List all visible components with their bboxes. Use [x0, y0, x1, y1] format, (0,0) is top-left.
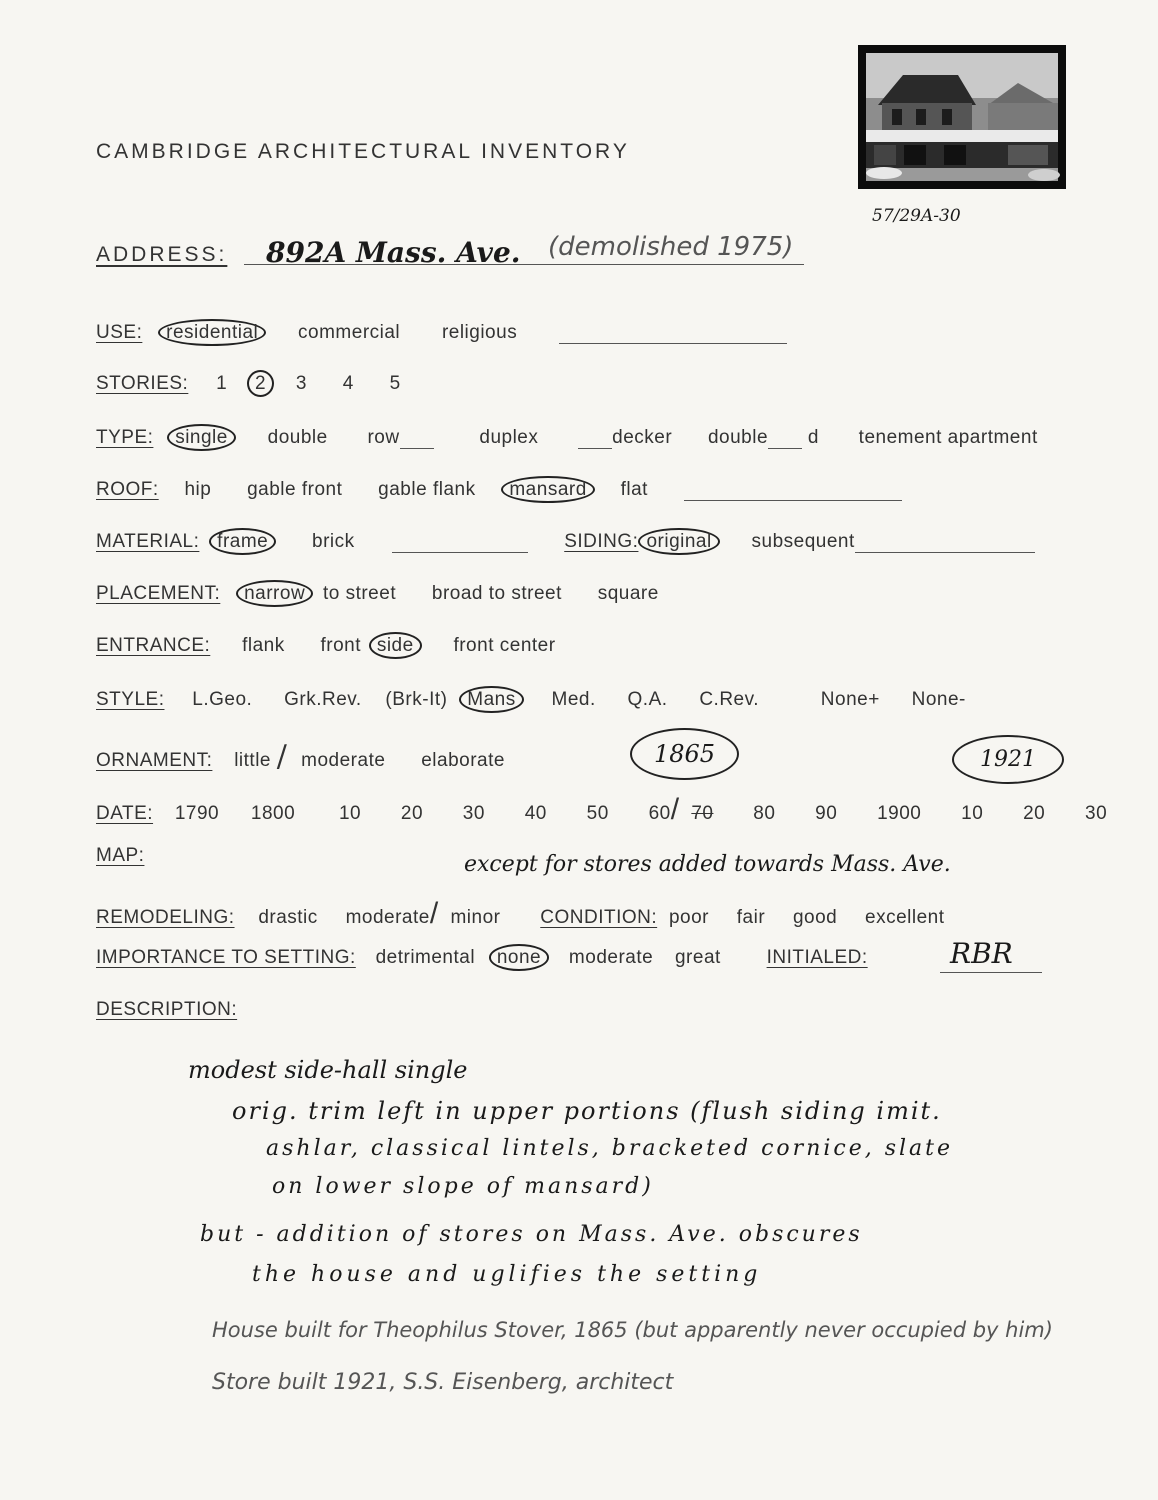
placement-option: square — [597, 583, 659, 604]
type-option: tenement apartment — [858, 427, 1038, 448]
stories-option: 4 — [342, 373, 354, 394]
style-option: None+ — [820, 689, 880, 710]
date-option: 20 — [1023, 803, 1046, 824]
style-option: (Brk-It) — [385, 689, 448, 710]
use-option: religious — [441, 322, 518, 343]
style-option: C.Rev. — [699, 689, 759, 710]
address-label: ADDRESS: — [96, 243, 228, 266]
initialed-label: INITIALED: — [766, 947, 868, 968]
stories-option: 5 — [389, 373, 401, 394]
description-line: but - addition of stores on Mass. Ave. obscures — [200, 1222, 863, 1247]
description-line: orig. trim left in upper portions (flush siding imit. — [232, 1097, 942, 1125]
description-line: on lower slope of mansard) — [272, 1174, 654, 1199]
type-option: double — [707, 427, 769, 448]
entrance-option: front — [320, 635, 362, 656]
date-option: 10 — [338, 803, 362, 824]
type-option: duplex — [479, 427, 539, 448]
roof-option: gable front — [247, 479, 343, 500]
type-label: TYPE: — [96, 427, 154, 448]
ornament-label: ORNAMENT: — [96, 750, 213, 771]
siding-option-selected: original — [638, 528, 719, 555]
type-row — [96, 427, 1038, 449]
entrance-option: flank — [242, 635, 285, 656]
date-option: 70 — [691, 803, 714, 824]
date-option: 50 — [586, 803, 609, 824]
type-option-selected: single — [167, 424, 236, 451]
material-option-selected: frame — [209, 528, 276, 555]
condition-option: good — [792, 907, 838, 928]
description-label: DESCRIPTION: — [96, 999, 238, 1020]
placement-option-selected: narrow — [236, 580, 313, 607]
importance-option: detrimental — [375, 947, 476, 968]
condition-option: poor — [668, 907, 709, 928]
address-note: (demolished 1975) — [548, 232, 794, 262]
placement-option: broad to street — [431, 583, 562, 604]
condition-option: excellent — [865, 907, 945, 928]
entrance-option-selected: side — [369, 632, 422, 659]
placement-row — [96, 583, 659, 605]
stories-label: STORIES: — [96, 373, 189, 394]
initialed-value: RBR — [950, 937, 1013, 970]
style-option-selected: Mans — [459, 686, 523, 713]
stories-option-selected: 2 — [247, 370, 274, 397]
use-option-selected: residential — [158, 319, 266, 346]
siding-option: subsequent — [751, 531, 855, 552]
entrance-option: front center — [453, 635, 556, 656]
stories-row — [96, 373, 401, 395]
ornament-mark: / — [276, 739, 288, 774]
roof-option: gable flank — [378, 479, 476, 500]
placement-option: to street — [322, 583, 397, 604]
importance-option: moderate — [568, 947, 654, 968]
use-row — [96, 322, 787, 344]
style-row — [96, 689, 966, 711]
remodeling-label: REMODELING: — [96, 907, 235, 928]
importance-label: IMPORTANCE TO SETTING: — [96, 947, 356, 968]
importance-option: great — [674, 947, 721, 968]
condition-option: fair — [736, 907, 766, 928]
date-option: 1900 — [877, 803, 922, 824]
style-option: Q.A. — [627, 689, 668, 710]
material-option: brick — [312, 531, 355, 552]
importance-row — [96, 947, 868, 969]
description-line: the house and uglifies the setting — [252, 1262, 762, 1287]
condition-label: CONDITION: — [540, 907, 658, 928]
entrance-label: ENTRANCE: — [96, 635, 211, 656]
date-row: DATE: 1790 1800 10 20 30 40 50 60/ 70 80 90 1900 10 20 30 — [96, 793, 1108, 826]
stories-option: 3 — [295, 373, 307, 394]
ornament-option: moderate — [301, 750, 386, 771]
form-title: CAMBRIDGE ARCHITECTURAL INVENTORY — [96, 140, 630, 163]
photo-caption: 57/29A-30 — [872, 206, 961, 226]
building-photo — [858, 45, 1066, 189]
style-label: STYLE: — [96, 689, 165, 710]
date-option: 1800 — [250, 803, 296, 824]
date-annotation-1865: 1865 — [630, 728, 739, 780]
style-option: L.Geo. — [192, 689, 253, 710]
remodeling-option: minor — [450, 907, 501, 928]
description-row — [96, 999, 237, 1021]
material-row — [96, 531, 1035, 553]
date-option: 30 — [462, 803, 485, 824]
siding-label: SIDING: — [564, 531, 639, 552]
roof-option: hip — [184, 479, 212, 500]
roof-label: ROOF: — [96, 479, 159, 500]
style-option: Med. — [551, 689, 596, 710]
type-option: d — [807, 427, 819, 448]
type-option: double — [267, 427, 328, 448]
date-option: 20 — [400, 803, 424, 824]
date-label: DATE: — [96, 803, 154, 824]
date-option: 10 — [961, 803, 984, 824]
description-line: ashlar, classical lintels, bracketed cornice, slate — [266, 1136, 954, 1161]
use-option: commercial — [298, 322, 401, 343]
use-label: USE: — [96, 322, 143, 343]
ornament-option: little — [234, 750, 271, 771]
date-option: 60 — [648, 803, 671, 824]
remodeling-option: moderate — [345, 907, 430, 928]
pencil-note: House built for Theophilus Stover, 1865 (but apparently never occupied by him) — [212, 1318, 1053, 1342]
remodeling-note: except for stores added towards Mass. Ave. — [464, 852, 951, 877]
material-label: MATERIAL: — [96, 531, 200, 552]
ornament-option: elaborate — [421, 750, 505, 771]
date-option: 30 — [1085, 803, 1108, 824]
stories-option: 1 — [216, 373, 228, 394]
roof-row — [96, 479, 902, 501]
remodeling-row: REMODELING: drastic moderate/ minor CONDITION: poor fair good excellent — [96, 897, 945, 930]
description-line: modest side-hall single — [188, 1056, 468, 1084]
type-option: row — [367, 427, 400, 448]
date-option: 90 — [815, 803, 838, 824]
date-annotation-1921: 1921 — [952, 735, 1064, 784]
importance-option-selected: none — [489, 944, 549, 971]
map-row — [96, 845, 144, 867]
map-label: MAP: — [96, 845, 145, 866]
roof-option: flat — [620, 479, 648, 500]
type-option: decker — [612, 427, 673, 448]
style-option: None- — [911, 689, 966, 710]
date-option: 1790 — [174, 803, 220, 824]
placement-label: PLACEMENT: — [96, 583, 221, 604]
ornament-row — [96, 739, 505, 774]
pencil-note: Store built 1921, S.S. Eisenberg, architect — [212, 1370, 674, 1395]
date-option: 80 — [753, 803, 776, 824]
roof-option-selected: mansard — [501, 476, 594, 503]
remodeling-option: drastic — [258, 907, 318, 928]
entrance-row — [96, 635, 556, 657]
address-value: 892A Mass. Ave. — [266, 236, 521, 269]
date-option: 40 — [524, 803, 547, 824]
style-option: Grk.Rev. — [284, 689, 362, 710]
